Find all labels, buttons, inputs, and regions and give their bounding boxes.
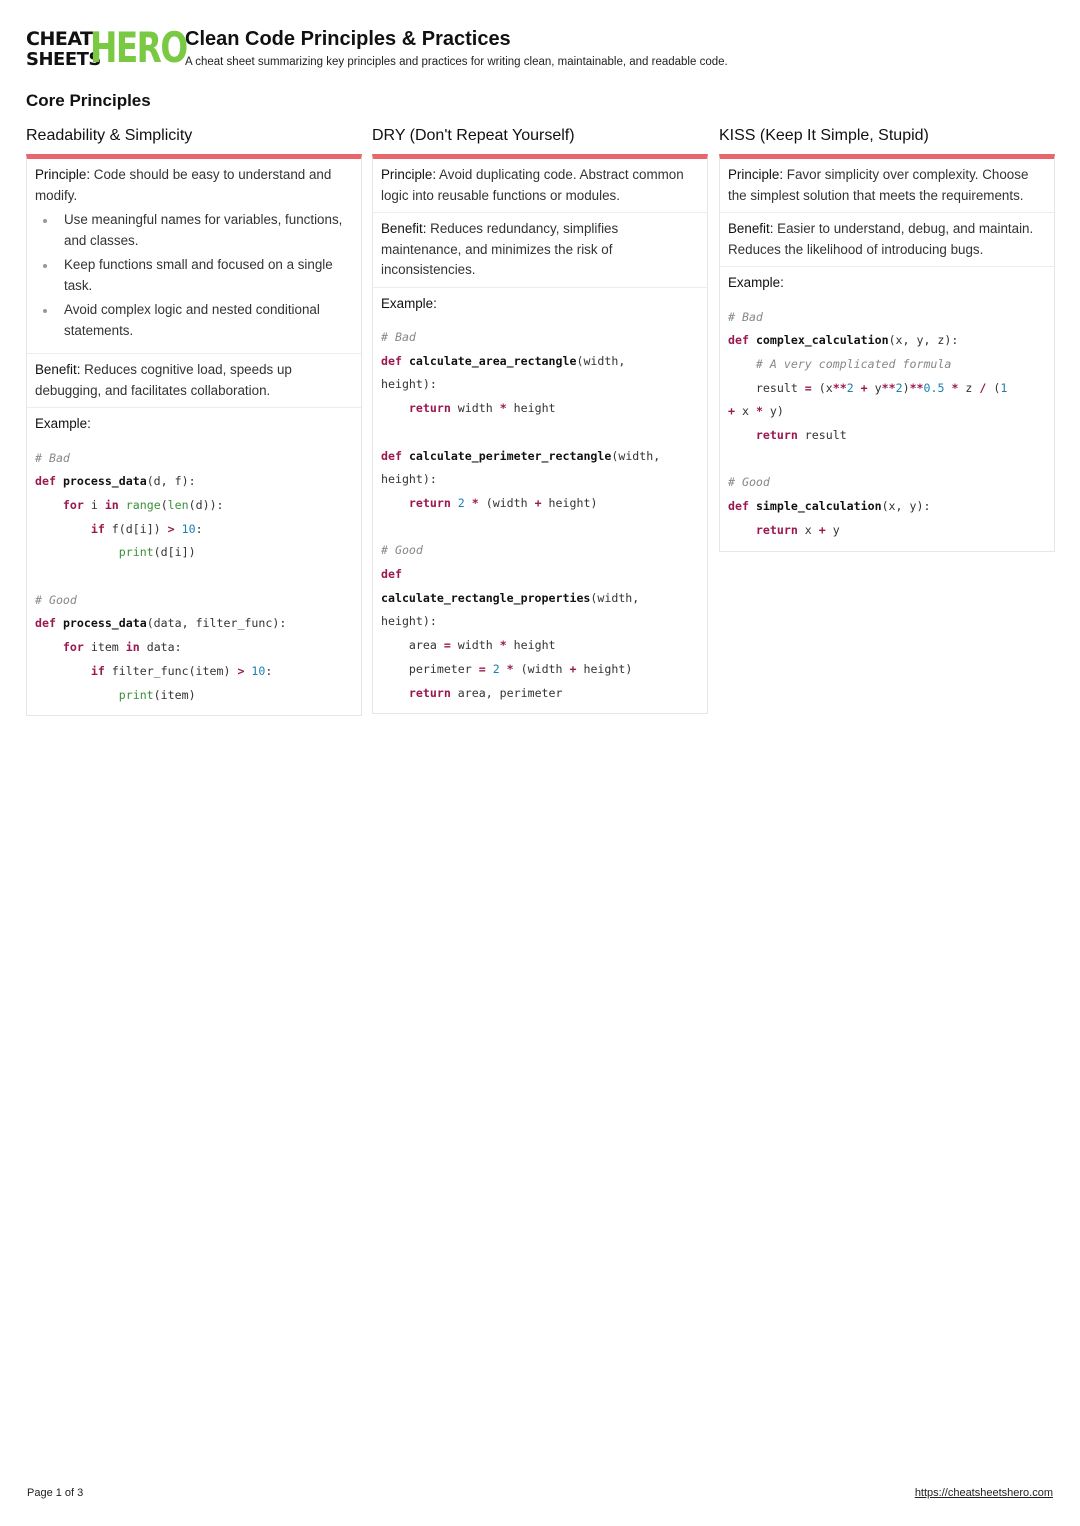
code-text: (d)): xyxy=(188,497,224,512)
code-operator: * xyxy=(471,495,479,510)
code-operator: ** xyxy=(909,380,924,395)
code-text: height) xyxy=(576,661,633,676)
code-text: (x, y, z): xyxy=(888,333,959,348)
code-operator: * xyxy=(499,401,507,416)
principle-text: Avoid duplicating code. Abstract common logic into reusable functions or modules. xyxy=(381,167,684,203)
list-item: Keep functions small and focused on a single task. xyxy=(35,255,353,296)
code-builtin: range xyxy=(125,497,161,512)
benefit-text: Reduces cognitive load, speeds up debugging, and facilitates collaboration. xyxy=(35,362,292,398)
code-keyword: def xyxy=(35,474,56,489)
section-title: Core Principles xyxy=(26,91,151,110)
code-keyword: def xyxy=(381,448,402,463)
benefit-block xyxy=(720,213,1054,267)
code-keyword: for xyxy=(62,497,84,512)
code-number: 0.5 xyxy=(923,380,945,395)
code-comment: # Good xyxy=(35,592,77,607)
code-keyword: return xyxy=(408,401,451,416)
code-text: height) xyxy=(541,495,598,510)
code-text: (item) xyxy=(153,687,196,702)
code-operator: * xyxy=(951,380,959,395)
code-text: (x xyxy=(811,380,833,395)
principle-label: Principle: xyxy=(728,167,784,182)
column-dry xyxy=(372,126,708,714)
page-title: Clean Code Principles & Practices xyxy=(185,28,511,50)
code-text: area, perimeter xyxy=(450,685,563,700)
code-text: y xyxy=(825,522,840,537)
code-keyword: return xyxy=(408,495,451,510)
code-text: result xyxy=(755,380,805,395)
code-number: 10 xyxy=(251,663,266,678)
code-text: perimeter xyxy=(408,661,479,676)
code-text: : xyxy=(195,521,203,536)
code-function-name: process_data xyxy=(62,616,147,631)
benefit-label: Benefit: xyxy=(35,362,81,377)
code-number: 2 xyxy=(895,380,903,395)
code-builtin: print xyxy=(118,687,154,702)
page-subtitle: A cheat sheet summarizing key principles and practices for writing clean, maintainable, and readable code. xyxy=(185,56,728,68)
code-number: 1 xyxy=(1000,380,1008,395)
code-operator: + xyxy=(534,495,542,510)
code-operator: + xyxy=(569,661,577,676)
code-operator: ** xyxy=(881,380,896,395)
code-text: (width, xyxy=(590,590,640,605)
code-example xyxy=(720,300,1054,551)
code-text: data: xyxy=(139,640,182,655)
code-example xyxy=(27,441,361,716)
page-number: Page 1 of 3 xyxy=(27,1487,84,1499)
code-text: z xyxy=(958,380,980,395)
code-text: ) xyxy=(902,380,910,395)
code-function-name: process_data xyxy=(62,474,147,489)
code-operator: = xyxy=(478,661,486,676)
list-item: Use meaningful names for variables, functions, and classes. xyxy=(35,210,353,251)
code-text: area xyxy=(408,638,444,653)
code-text: height): xyxy=(381,377,437,392)
code-operator: > xyxy=(237,663,245,678)
example-label: Example: xyxy=(35,416,91,431)
code-operator: + xyxy=(818,522,826,537)
code-keyword: if xyxy=(90,521,105,536)
code-text: height): xyxy=(381,472,437,487)
code-text: result xyxy=(797,428,847,443)
code-comment: # A very complicated formula xyxy=(755,356,952,371)
code-text: filter_func(item) xyxy=(104,663,238,678)
code-keyword: if xyxy=(90,663,105,678)
code-keyword: in xyxy=(125,640,140,655)
code-keyword: def xyxy=(728,333,749,348)
code-text: (x, y): xyxy=(881,499,931,514)
code-keyword: def xyxy=(381,353,402,368)
code-function-name: complex_calculation xyxy=(755,333,889,348)
column-kiss xyxy=(719,126,1055,552)
logo-word-sheets: SHEETS xyxy=(26,49,101,70)
code-text: x xyxy=(734,404,756,419)
benefit-text: Easier to understand, debug, and maintain. Reduces the likelihood of introducing bugs. xyxy=(728,221,1034,257)
code-operator: * xyxy=(499,638,507,653)
code-text: (d, f): xyxy=(146,474,196,489)
code-function-name: calculate_perimeter_rectangle xyxy=(408,448,612,463)
code-text: (width xyxy=(478,495,535,510)
code-text: width xyxy=(450,401,500,416)
code-example xyxy=(373,320,707,713)
column-title: KISS (Keep It Simple, Stupid) xyxy=(719,127,929,144)
code-text: y xyxy=(867,380,882,395)
site-link[interactable]: https://cheatsheetshero.com xyxy=(914,1487,1053,1499)
principle-card xyxy=(26,154,362,716)
code-comment: # Good xyxy=(728,475,770,490)
code-text: i xyxy=(83,497,105,512)
principle-block xyxy=(373,159,707,213)
benefit-block xyxy=(373,213,707,288)
code-keyword: def xyxy=(35,616,56,631)
code-keyword: return xyxy=(408,685,451,700)
column-title: Readability & Simplicity xyxy=(26,127,193,144)
benefit-label: Benefit: xyxy=(728,221,774,236)
code-operator: * xyxy=(755,404,763,419)
code-operator: / xyxy=(979,380,987,395)
principle-card xyxy=(719,154,1055,552)
example-block xyxy=(720,267,1054,300)
code-text: width xyxy=(450,638,500,653)
code-keyword: for xyxy=(62,640,84,655)
code-text: : xyxy=(265,663,273,678)
code-keyword: in xyxy=(104,497,119,512)
principle-text: Code should be easy to understand and modify. xyxy=(35,167,332,203)
logo-word-hero: HERO xyxy=(90,23,187,72)
code-text: item xyxy=(83,640,126,655)
benefit-block xyxy=(27,354,361,408)
code-number: 10 xyxy=(181,521,196,536)
principle-card xyxy=(372,154,708,714)
code-text: (width, xyxy=(611,448,661,463)
code-keyword: def xyxy=(728,499,749,514)
code-text: height xyxy=(506,401,556,416)
code-number: 2 xyxy=(492,661,500,676)
code-builtin: print xyxy=(118,545,154,560)
code-text: (width, xyxy=(576,353,626,368)
principle-text: Favor simplicity over complexity. Choose the simplest solution that meets the requirements. xyxy=(728,167,1029,203)
code-operator: = xyxy=(804,380,812,395)
code-number: 2 xyxy=(457,495,465,510)
code-function-name: calculate_area_rectangle xyxy=(408,353,577,368)
code-operator: + xyxy=(860,380,868,395)
code-comment: # Bad xyxy=(35,450,70,465)
code-text: (d[i]) xyxy=(153,545,196,560)
code-text: ( xyxy=(986,380,1001,395)
code-text: height xyxy=(506,638,556,653)
code-operator: > xyxy=(167,521,175,536)
example-block xyxy=(27,408,361,441)
code-builtin: len xyxy=(167,497,189,512)
principle-block xyxy=(720,159,1054,213)
example-label: Example: xyxy=(728,275,784,290)
cheatsheetshero-logo[interactable] xyxy=(26,23,187,72)
code-keyword: return xyxy=(755,428,798,443)
code-operator: = xyxy=(443,638,451,653)
column-title: DRY (Don't Repeat Yourself) xyxy=(372,127,575,144)
page-header xyxy=(26,23,1056,72)
example-label: Example: xyxy=(381,295,437,311)
column-readability xyxy=(26,126,362,716)
code-operator: ** xyxy=(832,380,847,395)
code-operator: * xyxy=(506,661,514,676)
code-keyword: def xyxy=(381,567,402,582)
bullet-list xyxy=(35,210,353,347)
example-block xyxy=(373,288,707,321)
code-keyword: return xyxy=(755,522,798,537)
code-text: f(d[i]) xyxy=(104,521,168,536)
list-item: Avoid complex logic and nested conditional statements. xyxy=(35,300,353,341)
code-text: x xyxy=(797,522,819,537)
code-operator: + xyxy=(728,404,735,419)
code-text: y) xyxy=(762,404,784,419)
logo-word-cheat: CHEAT xyxy=(26,28,93,50)
principle-label: Principle: xyxy=(381,167,437,182)
benefit-text: Reduces redundancy, simplifies maintenance, and minimizes the risk of inconsistencies. xyxy=(381,221,619,277)
code-text: height): xyxy=(381,614,437,629)
code-comment: # Good xyxy=(381,543,423,558)
code-function-name: calculate_rectangle_properties xyxy=(381,590,591,605)
code-function-name: simple_calculation xyxy=(755,499,882,514)
principle-block xyxy=(27,159,361,354)
code-comment: # Bad xyxy=(728,309,763,324)
code-text: (data, filter_func): xyxy=(146,616,287,631)
code-text: (width xyxy=(513,661,570,676)
code-text: ( xyxy=(160,497,168,512)
code-number: 2 xyxy=(846,380,854,395)
principle-label: Principle: xyxy=(35,167,91,182)
code-comment: # Bad xyxy=(381,330,416,344)
benefit-label: Benefit: xyxy=(381,221,427,236)
